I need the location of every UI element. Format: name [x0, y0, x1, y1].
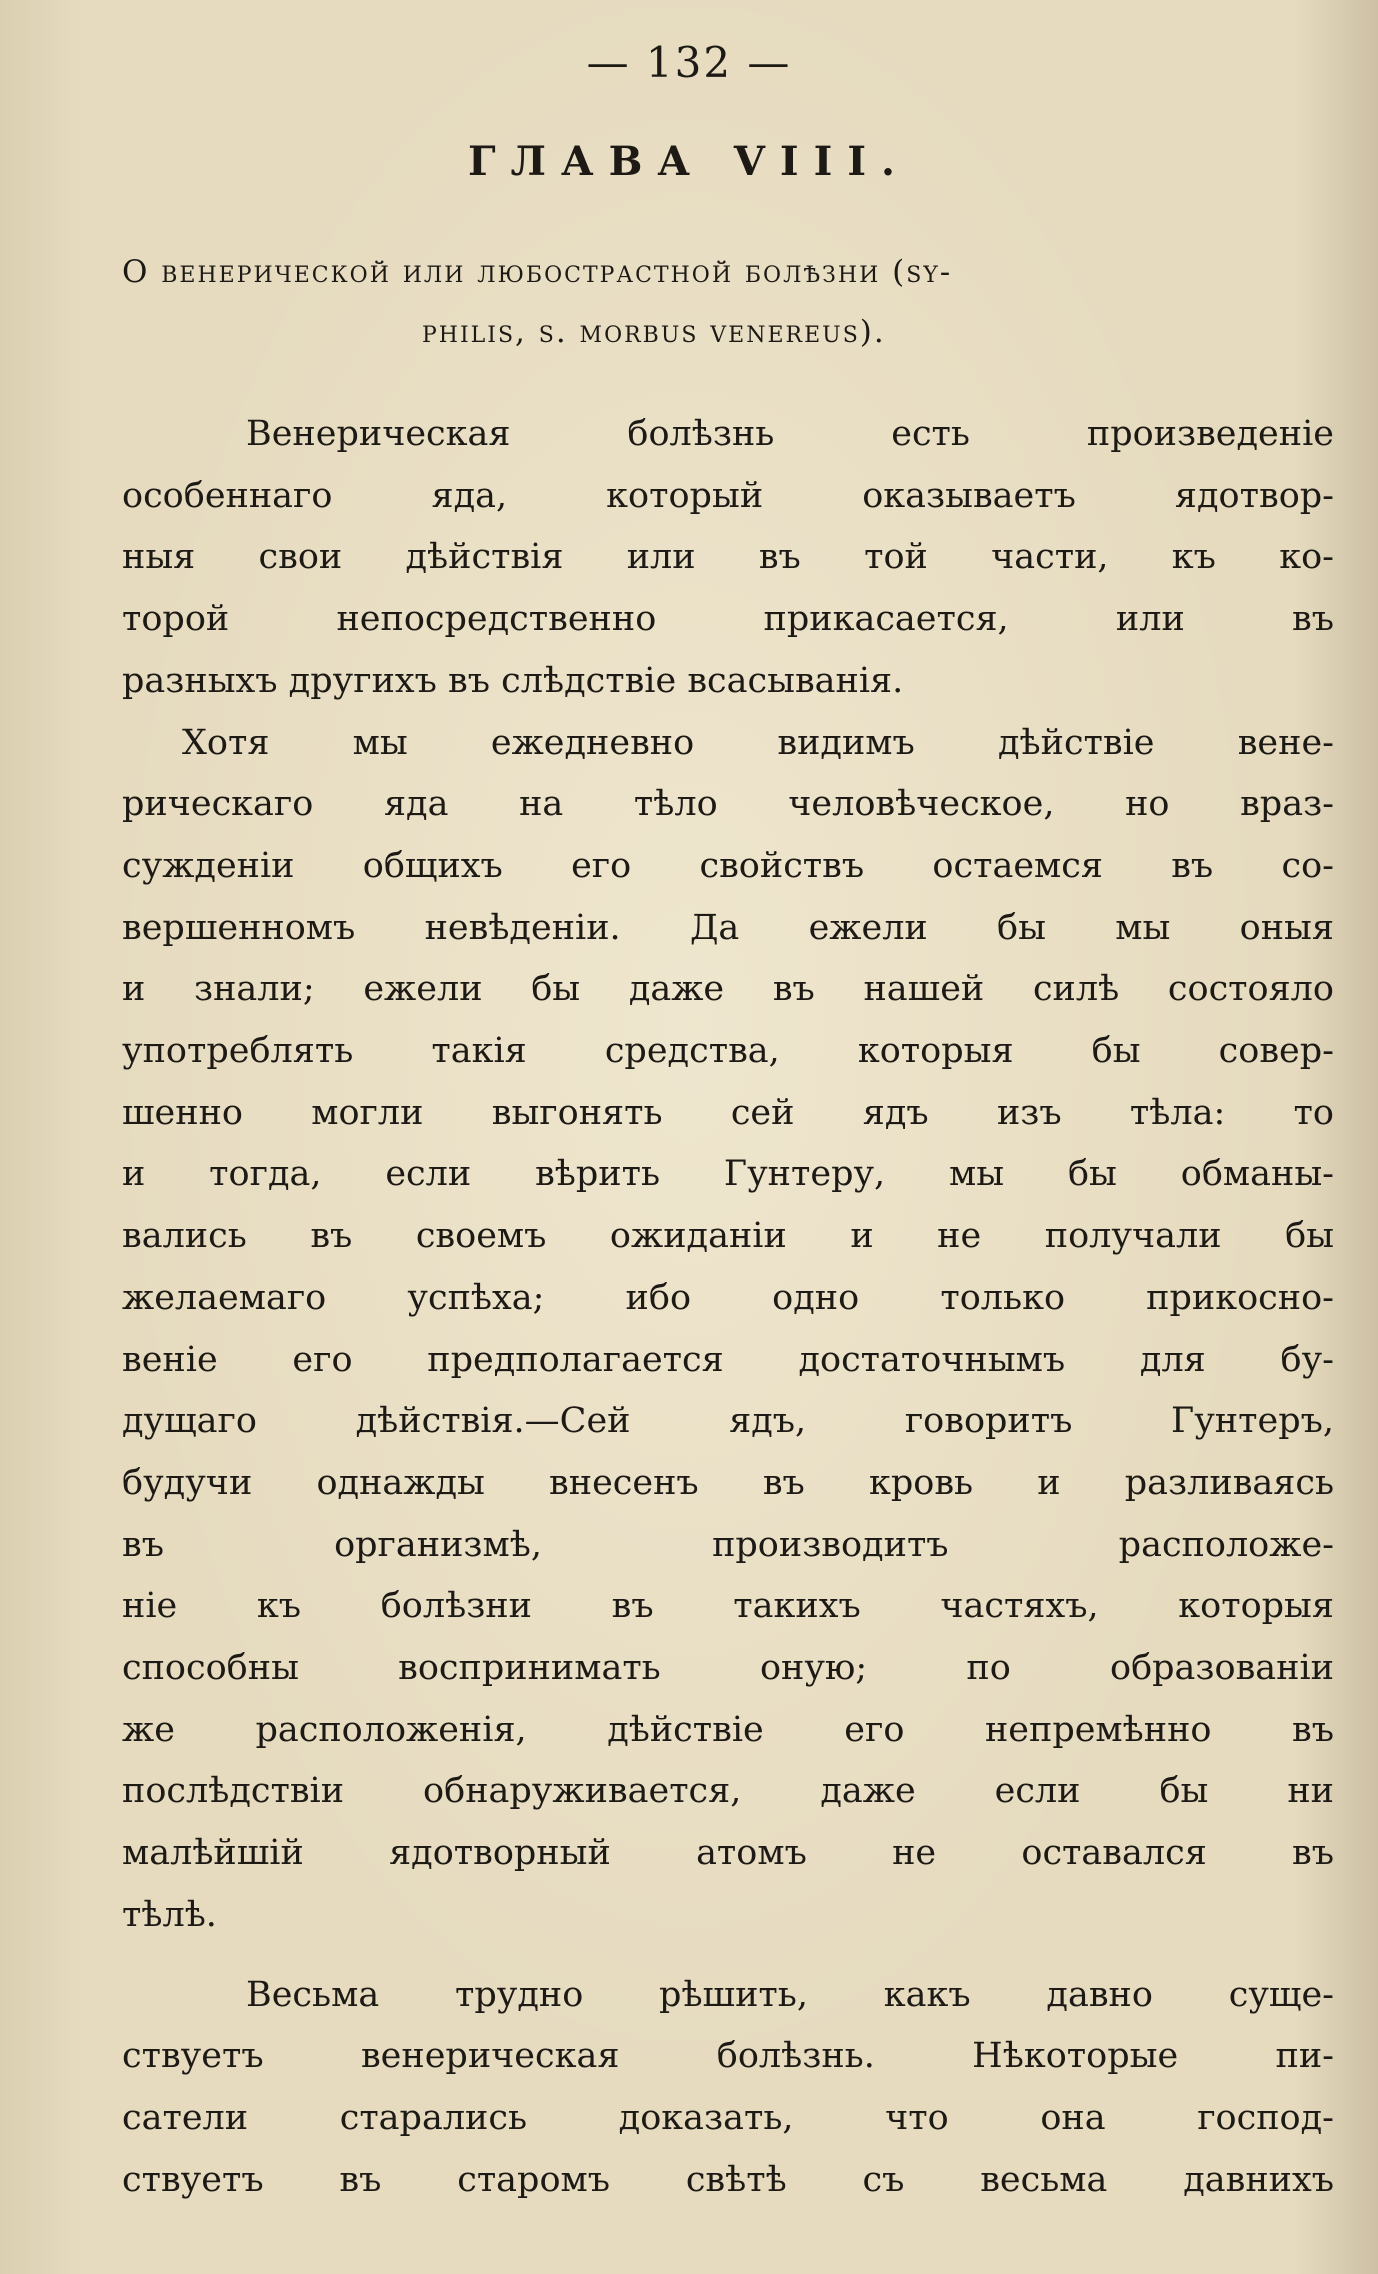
- text-line: сужденіи общихъ его свойствъ остаемся въ со-: [122, 845, 1334, 886]
- text-line: Хотя мы ежедневно видимъ дѣйствіе вене-: [182, 722, 1334, 763]
- text-line: Венерическая болѣзнь есть произведеніе: [246, 414, 1334, 454]
- text-line: ныя свои дѣйствія или въ той части, къ ко-: [122, 537, 1334, 578]
- page-number: — 132 —: [586, 38, 792, 87]
- text-line: сатели старались доказать, что она господ-: [122, 2097, 1334, 2138]
- body-text: [122, 404, 1334, 2211]
- text-line: же расположенія, дѣйствіе его непремѣнно въ: [122, 1709, 1334, 1750]
- heading-line-1: О венерической или любострастной болѣзни (sy-: [122, 254, 953, 290]
- text-line: будучи однажды внесенъ въ кровь и разливаясь: [122, 1462, 1334, 1503]
- text-line: дущаго дѣйствія.—Сей ядъ, говоритъ Гунтеръ,: [122, 1401, 1334, 1442]
- text-line: въ организмѣ, производитъ расположе-: [122, 1524, 1334, 1565]
- text-line: разныхъ другихъ въ слѣдствіе всасыванія.: [122, 660, 904, 701]
- text-line: рическаго яда на тѣло человѣческое, но враз-: [122, 784, 1334, 825]
- text-line: употреблять такія средства, которыя бы совер-: [122, 1031, 1334, 1072]
- chapter-heading: [122, 242, 1282, 362]
- text-line: ствуетъ венерическая болѣзнь. Нѣкоторые пи-: [122, 2036, 1334, 2077]
- text-line: малѣйшій ядотворный атомъ не оставался въ: [122, 1833, 1334, 1874]
- text-line: ніе къ болѣзни въ такихъ частяхъ, которыя: [122, 1586, 1334, 1627]
- text-line: и тогда, если вѣрить Гунтеру, мы бы обманы-: [122, 1154, 1334, 1195]
- text-line: Весьма трудно рѣшить, какъ давно суще-: [246, 1974, 1334, 2015]
- text-line: и знали; ежели бы даже въ нашей силѣ состояло: [122, 969, 1334, 1010]
- text-line: шенно могли выгонять сей ядъ изъ тѣла: то: [122, 1092, 1334, 1133]
- text-line: особеннаго яда, который оказываетъ ядотвор-: [122, 475, 1334, 516]
- paragraph-gap: [122, 1947, 1334, 1965]
- text-line: вершенномъ невѣденіи. Да ежели бы мы оныя: [122, 907, 1334, 948]
- text-line: ствуетъ въ старомъ свѣтѣ съ весьма давнихъ: [122, 2159, 1334, 2200]
- text-line: вались въ своемъ ожиданіи и не получали бы: [122, 1216, 1334, 1257]
- text-line: желаемаго успѣха; ибо одно только прикосно-: [122, 1277, 1334, 1318]
- text-line: торой непосредственно прикасается, или въ: [122, 599, 1334, 640]
- chapter-title: ГЛАВА VIII.: [468, 138, 910, 185]
- text-line: веніе его предполагается достаточнымъ для бу-: [122, 1339, 1334, 1380]
- text-line: способны воспринимать оную; по образованіи: [122, 1648, 1334, 1689]
- text-line: тѣлѣ.: [122, 1894, 217, 1935]
- heading-line-2: philis, s. morbus venereus).: [422, 314, 886, 350]
- text-line: послѣдствіи обнаруживается, даже если бы ни: [122, 1771, 1334, 1812]
